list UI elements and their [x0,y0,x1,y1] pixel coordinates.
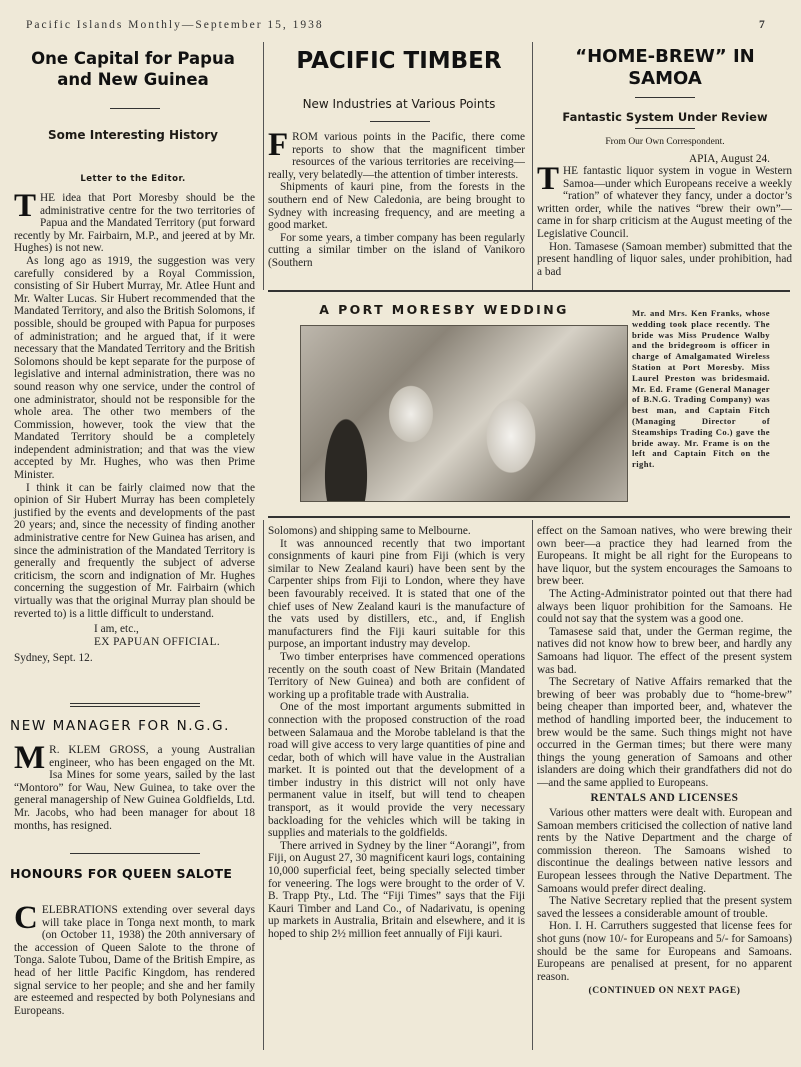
column-divider [263,520,264,1050]
column-divider [532,520,533,1050]
article-body-pacific-timber-top [268,131,525,279]
article-body-new-manager [14,740,255,832]
article-body-pacific-timber-bottom [268,525,525,1047]
paragraph: Shipments of kauri pine, from the forests in the southern end of New Caledonia, are being brought to Sydney with increasing frequency, and are meeting a good market. [268,181,525,232]
headline-new-manager: NEW MANAGER FOR N.G.G. [10,718,231,734]
running-title: Pacific Islands Monthly—September 15, 1938 [26,19,324,31]
paragraph [14,740,255,832]
paragraph-text: HE fantastic liquor system in vogue in Western Samoa—under which Europeans receive a weekly “ration” of whatever they fancy, under a doctor’s written order, while the natives “brew their own”—came in for sharp criticism at the August meeting of the Legislative Council. [537,165,792,240]
paragraph: For some years, a timber company has been regularly cutting a similar timber on the island of Vanikoro (Southern [268,231,525,269]
headline-pacific-timber: PACIFIC TIMBER [296,48,502,74]
paragraph: Solomons) and shipping same to Melbourne. [268,525,471,537]
paragraph: The Secretary of Native Affairs remarked that the brewing of beer was probably due to “home-brew” being cheaper than imported beer, and, whatever the method of handling imported beer, the inducement to brew would be the same. Such things might not have occurred in the German times; but there were many things the young generation of Samoans and other islanders are doing which their grandfathers did not do—and the same applied to Europeans. [537,676,792,789]
paragraph: Tamasese said that, under the German regime, the natives did not know how to brew beer, and hardly any Samoans had liquor. The effect of the present system was bad. [537,625,792,676]
paragraph-text: ELEBRATIONS extending over several days will take place in Tonga next month, to mark (on October 11, 1938) the 20th anniversary of the accession of Queen Salote to the throne of Tonga. Salote Tubou, Dame of the British Empire, as head of her little Pacific Kingdom, has rendered signal service to her people; and she and her family are esteemed and respected by both Polynesians and Europeans. [14,904,255,1017]
feature-rule-bottom [268,516,790,518]
article-body-home-brew-top [537,165,792,280]
headline-queen-salote: HONOURS FOR QUEEN SALOTE [10,866,233,881]
drop-cap: F [268,131,289,163]
signoff: I am, etc., [94,623,139,636]
paragraph: Two timber enterprises have commenced operations recently on the south coast of New Britain (Mandated Territory of New Guinea) and both are confident of working up a profitable trade with Australia. [268,650,525,701]
paragraph: There arrived in Sydney by the liner “Aorangi”, from Fiji, on August 27, 30 magnificent kauri logs, containing 10,000 superficial feet, being specially selected timber for veneering. The logs were brought to the order of V. B. Trapp Pty., Ltd. The “Fiji Times” says that the Fiji Kauri Timber and Land Co., of Nadarivatu, is opening up markets in Australia, Britain and elsewhere, and it is hoped to ship 2½ million feet annually of Fiji kauri. [268,839,525,940]
paragraph [14,188,255,255]
paragraph [268,131,525,181]
signature: EX PAPUAN OFFICIAL. [94,635,221,648]
dateline: Sydney, Sept. 12. [14,652,93,665]
paragraph-text: ROM various points in the Pacific, there come reports to show that the magnificent timber resources of the various territories are receiving—really, very belatedly—the attention of timber interests. [268,131,525,181]
photo-caption: Mr. and Mrs. Ken Franks, whose wedding took place recently. The bride was Miss Prudence Walby and the bridegroom is officer in charge of Amalgamated Wireless Station at Port Moresby. Miss Laurel Preston was bridesmaid. Mr. Ed. Frame (General Manager of B.N.G. Trading Company) was best man, and Captain Fitch (Managing Director of Steamships Trading Co.) gave the bride away. Mr. Frame is on the left and Captain Fitch on the right. [632,308,770,470]
subhead-new-industries: New Industries at Various Points [302,97,496,111]
continued-note: (CONTINUED ON NEXT PAGE) [588,986,741,997]
paragraph: The Acting-Administrator pointed out that there had always been liquor prohibition for the Samoans. He could not say that the system was a good one. [537,587,792,626]
paragraph: Hon. I. H. Carruthers suggested that license fees for shot guns (now 10/- for Europeans and 5/- for Samoans) should be the same for Europeans and Samoans. Europeans are penalised at present, for no apparent reason. [537,920,792,983]
drop-cap: M [14,740,46,776]
page-number: 7 [759,19,767,31]
drop-cap: T [14,188,37,224]
byline: From Our Own Correspondent. [605,137,725,147]
subhead-rentals: RENTALS AND LICENSES [590,792,739,805]
headline-home-brew: “HOME-BREW” IN SAMOA [575,46,755,89]
feature-rule-top [268,290,790,292]
headline-port-moresby-wedding: A PORT MORESBY WEDDING [319,302,569,317]
paragraph-text: HE idea that Port Moresby should be the administrative centre for the two territories of Papua and the Mandated Territory (put forward recently by Mr. Fairbairn, M.P., and jeered at by Mr. Hughes) is not new. [14,192,255,255]
paragraph [14,900,255,1017]
article-body-one-capital [14,188,255,665]
column-divider [532,42,533,290]
paragraph-text: R. KLEM GROSS, a young Australian engineer, who has been engaged on the Mt. Isa Mines for some years, sailed by the last “Montoro” for Wau, New Guinea, to take over the general managership of New Guinea Goldfields, Ltd. Mr. Jacobs, who had been manager for about 18 months, has resigned. [14,744,255,832]
paragraph: One of the most important arguments submitted in connection with the proposed construction of the road between Salamaua and the Morobe tableland is that the road will give access to very large quantities of pine and cedar, both of which will have value in the Australian market. It is pointed out that the development of a timber industry in this district will not only have permanent value in itself, but will tend to cheapen transport, as it would provide the very necessary backloading for the vehicles which will be taking in supplies and materials to the goldfields. [268,701,525,840]
short-rule [635,97,695,98]
paragraph: It was announced recently that two important consignments of kauri pine from Fiji (which is very similar to New Zealand kauri) have been sent by the Carpenter ships from Fiji to London, where they have been favourably received. It is stated that one of the chief uses of New Zealand kauri is the manufacture of the vats used by distillers, etc., and, if English manufacturers find the Fiji kauri suitable for this purpose, an important industry may develop. [268,537,525,651]
dateline-apia: APIA, August 24. [689,153,770,165]
paragraph [537,165,792,241]
article-body-queen-salote [14,900,255,1017]
paragraph: Various other matters were dealt with. European and Samoan members criticised the collection of native land rents by the Native Department and the charge of commission thereon. The Samoans wished to discontinue the dealings between native lessors and European lessees through the Native Department. The Samoans would prefer direct dealing. [537,807,792,895]
article-body-home-brew-bottom [537,525,792,1045]
article-separator [70,853,200,854]
subhead-interesting-history: Some Interesting History [48,128,218,142]
paragraph: I think it can be fairly claimed now that the opinion of Sir Hubert Murray has been completely justified by the events and developments of the past 20 years; and, since the necessity of finding another administrative centre for New Guinea has arisen, and since the administration of the Mandated Territory is generally and frequently the subject of adverse criticism, the scorn and indignation of Mr. Hughes concerning the suggestion of Mr. Fairbairn (which virtually was that the original Murray plan should be reverted to) is a little difficult to understand. [14,481,255,620]
short-rule [635,128,695,129]
article-separator [70,706,200,707]
subhead-fantastic-system: Fantastic System Under Review [562,110,768,124]
article-separator [70,703,200,704]
paragraph: Hon. Tamasese (Samoan member) submitted that the present handling of liquor sales, under prohibition, had a bad [537,240,792,278]
paragraph: As long ago as 1919, the suggestion was very carefully considered by a Royal Commission, consisting of Sir Hubert Murray, Mr. Atlee Hunt and Mr. Walter Lucas. Sir Hubert recommended that the Mandated Territory, and also the British Solomons, if possible, should be grouped with Papua for purposes of administration; and he argued that, if it were necessary that the Mandated Territory and the British Solomons should be kept separate for the purpose of legislative and internal administration, there was no sound reason why one service, under the control of one administrator, should not be responsible for the whole area. The other two members of the Commission, however, took the view that the Mandated Territory should be a completely independent administration; and that was the view accepted by Mr. Hughes, who was then Prime Minister. [14,254,255,482]
column-divider [263,42,264,290]
kicker-letter-editor: Letter to the Editor. [80,174,186,184]
wedding-photo [300,325,628,502]
short-rule [110,108,160,109]
headline-one-capital: One Capital for Papua and New Guinea [31,49,235,89]
short-rule [370,121,430,122]
drop-cap: C [14,900,38,936]
paragraph: effect on the Samoan natives, who were brewing their own beer—a practice they had learned from the Europeans. It might be all right for the Europeans to have liquor, but the system encourages the Samoans to brew beer. [537,525,792,588]
drop-cap: T [537,165,560,197]
paragraph: The Native Secretary replied that the present system saved the lessees a considerable amount of trouble. [537,895,792,920]
